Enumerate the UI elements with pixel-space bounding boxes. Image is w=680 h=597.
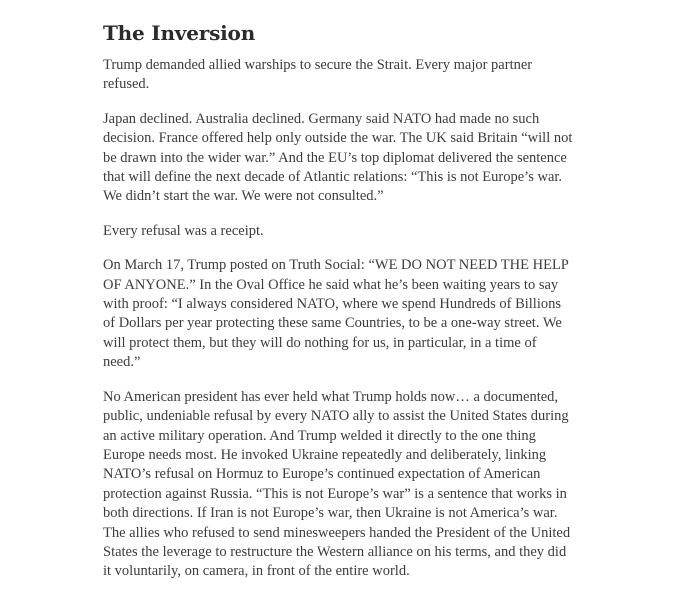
- paragraph-leverage: No American president has ever held what Trump holds now… a documented, public, undeniable refusal by every NATO ally to assist the United States during an active military operation. And Trump welded it directly to the one thing Europe needs most. He invoked Ukraine repeatedly and deliberately, linking NATO’s refusal on Hormuz to Europe’s continued expectation of American protection against Russia. “This is not Europe’s war” is a sentence that works in both directions. If Iran is not Europe’s war, then Ukraine is not America’s war. The allies who refused to send minesweepers handed the President of the United States the leverage to restructure the Western alliance on his terms, and they did it voluntarily, on camera, in front of the entire world.: [103, 388, 571, 580]
- paragraph-refusals: Japan declined. Australia declined. Germany said NATO had made no such decision. France offered help only outside the war. The UK said Britain “will not be drawn into the wider war.” And the EU’s top diplomat delivered the sentence that will define the next decade of Atlantic relations: “This is not Europe’s war. We didn’t start the war. We were not consulted.”: [103, 110, 573, 205]
- paragraph-demand: Trump demanded allied warships to secure the Strait. Every major partner refused.: [103, 57, 533, 93]
- article-title: The Inversion: [103, 21, 256, 45]
- paragraph-truth-social: On March 17, Trump posted on Truth Social: “WE DO NOT NEED THE HELP OF ANYONE.” In the Oval Office he said what he’s been waiting years to say with proof: “I always considered NATO, where we spend Hundreds of Billions of Dollars per year protecting these same Countries, to be a one-way street. We will protect them, but they will do nothing for us, in particular, in a time of need.”: [103, 257, 569, 371]
- paragraph-receipt: Every refusal was a receipt.: [103, 222, 264, 239]
- article-body: [103, 14, 573, 597]
